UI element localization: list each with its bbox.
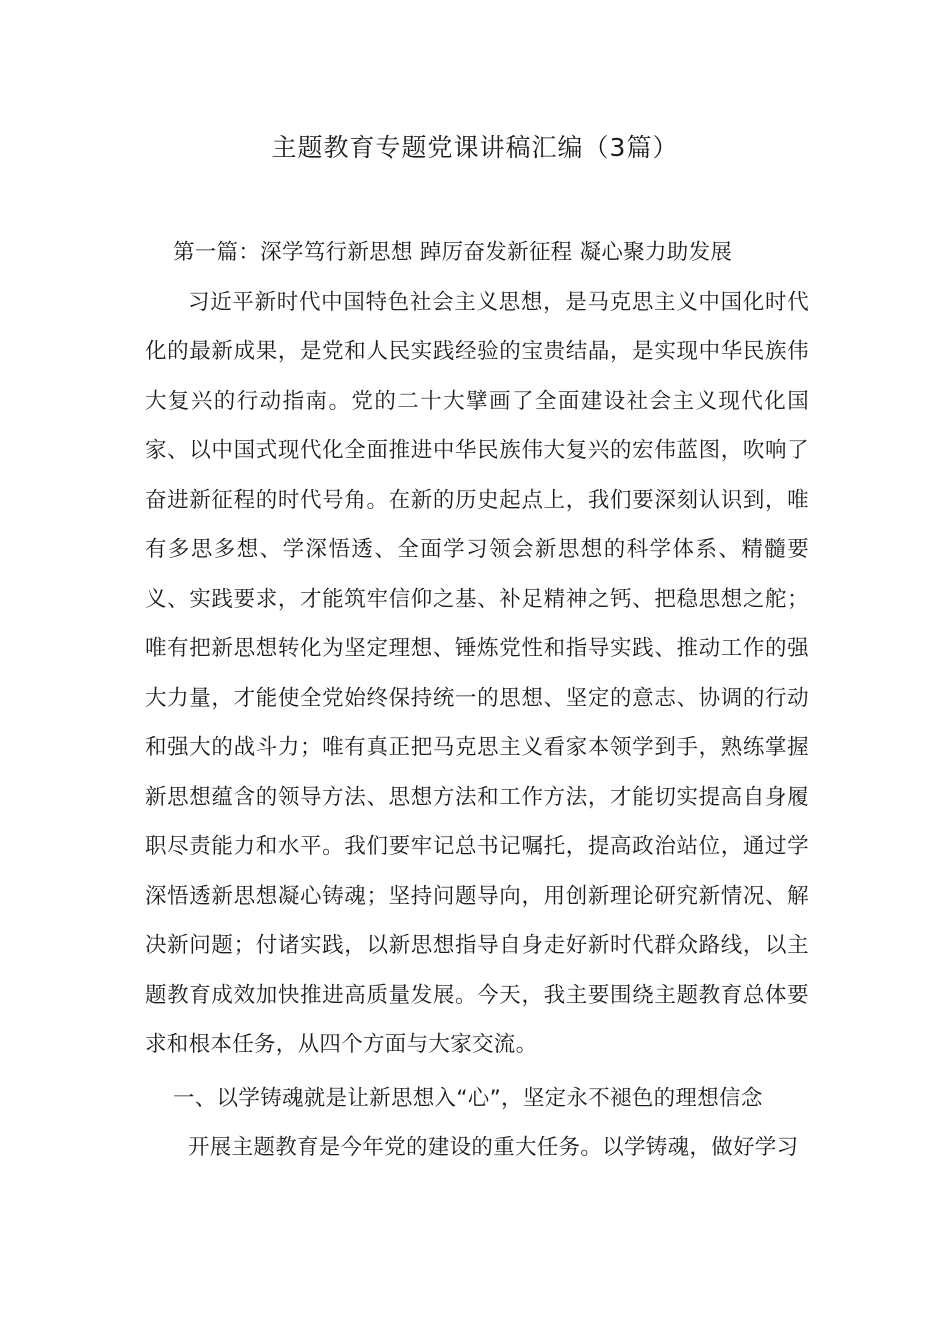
document-body xyxy=(145,228,809,1173)
section-one-paragraph: 开展主题教育是今年党的建设的重大任务。以学铸魂，做好学习 xyxy=(188,1135,799,1160)
document-title: 主题教育专题党课讲稿汇编（3篇） xyxy=(271,133,679,162)
section-one-heading: 一、以学铸魂就是让新思想入“心”，坚定永不褪色的理想信念 xyxy=(172,1085,763,1111)
article-heading: 第一篇：深学笃行新思想 踔厉奋发新征程 凝心聚力助发展 xyxy=(172,240,733,265)
intro-paragraph: 习近平新时代中国特色社会主义思想，是马克思主义中国化时代化的最新成果，是党和人民实践经验的宝贵结晶，是实现中华民族伟大复兴的行动指南。党的二十大擘画了全面建设社会主义现代化国家、以中国式现代化全面推进中华民族伟大复兴的宏伟蓝图，吹响了奋进新征程的时代号角。在新的历史起点上，我们要深刻认识到，唯有多思多想、学深悟透、全面学习领会新思想的科学体系、精髓要义、实践要求，才能筑牢信仰之基、补足精神之钙、把稳思想之舵；唯有把新思想转化为坚定理想、锤炼党性和指导实践、推动工作的强大力量，才能使全党始终保持统一的思想、坚定的意志、协调的行动和强大的战斗力；唯有真正把马克思主义看家本领学到手，熟练掌握新思想蕴含的领导方法、思想方法和工作方法，才能切实提高自身履职尽责能力和水平。我们要牢记总书记嘱托，提高政治站位，通过学深悟透新思想凝心铸魂；坚持问题导向，用创新理论研究新情况、解决新问题；付诸实践，以新思想指导自身走好新时代群众路线，以主题教育成效加快推进高质量发展。今天，我主要围绕主题教育总体要求和根本任务，从四个方面与大家交流。 xyxy=(145,289,809,1057)
